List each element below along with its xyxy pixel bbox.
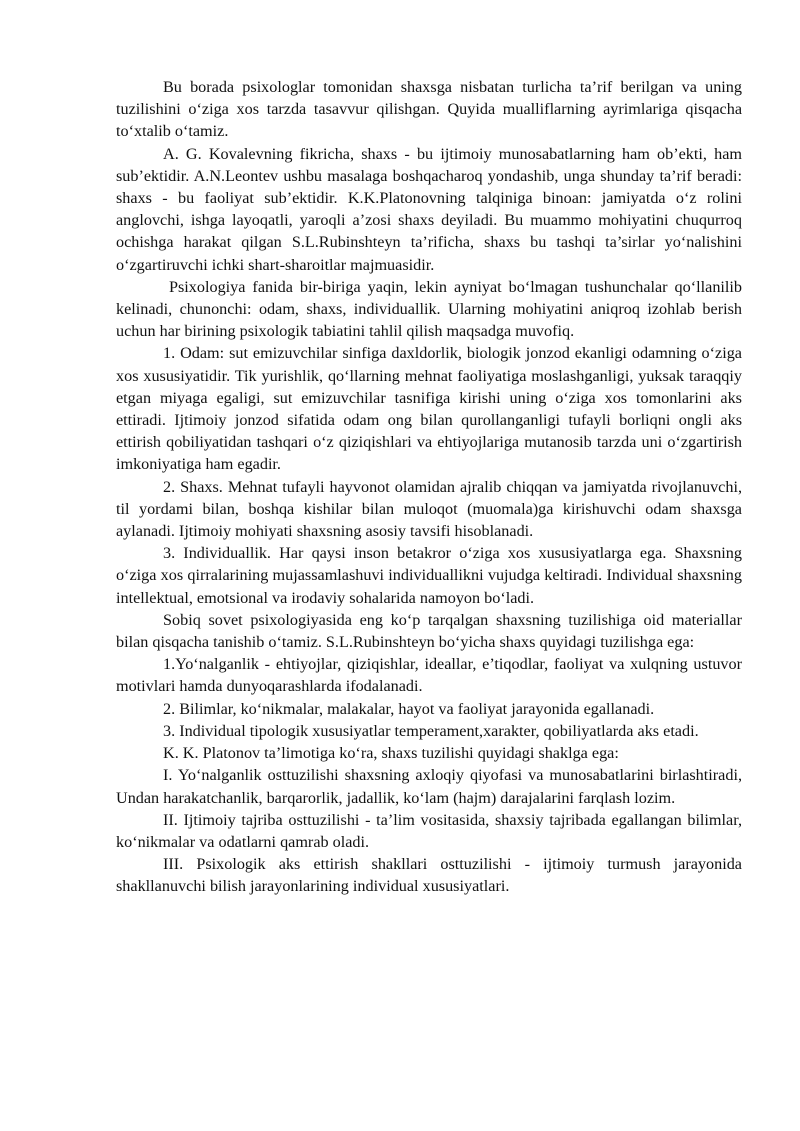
paragraph-odam: 1. Odam: sut emizuvchilar sinfiga daxldorlik, biologik jonzod ekanligi odamning o‘ziga xos xususiyatidir. Tik yurishlik, qo‘llarning mehnat faoliyatiga moslashganligi, yuksak taraqqiy etgan miyaga egaligi, sut emizuvchilar tasnifiga kirishi uning o‘ziga xos tomonlarini aks ettiradi. Ijtimoiy jonzod sifatida odam ong bilan qurollanganligi tufayli borliqni ongli aks ettirish qobiliyatidan tashqari o‘z qiziqishlari va ehtiyojlariga mutanosib tarzda uni o‘zgartirish imkoniyatiga ham egadir. [116, 344, 742, 474]
list-item-platonov-1: I. Yo‘nalganlik osttuzilishi shaxsning axloqiy qiyofasi va munosabatlarini birlashtiradi, Undan harakatchanlik, barqarorlik, jadallik, ko‘lam (hajm) darajalarini farqlash lozim. [116, 766, 742, 807]
paragraph-concepts: Psixologiya fanida bir-biriga yaqin, lekin ayniyat bo‘lmagan tushunchalar qo‘llanilib kelinadi, chunonchi: odam, shaxs, individuallik. Ularning mohiyatini aniqroq izohlab berish uchun har birining psixologik tabiatini tahlil qilish maqsadga muvofiq. [116, 277, 742, 341]
list-item-rubinshteyn-1: 1.Yo‘nalganlik - ehtiyojlar, qiziqishlar, ideallar, e’tiqodlar, faoliyat va xulqning ustuvor motivlari hamda dunyoqarashlarda ifodalanadi. [116, 655, 742, 696]
document-page [116, 76, 742, 898]
paragraph-individuallik: 3. Individuallik. Har qaysi inson betakror o‘ziga xos xususiyatlarga ega. Shaxsning o‘ziga xos qirralarining mujassamlashuvi individuallikni vujudga keltiradi. Individual shaxsning intellektual, emotsional va irodaviy sohalarida namoyon bo‘ladi. [116, 544, 742, 607]
paragraph-structure-intro: Sobiq sovet psixologiyasida eng ko‘p tarqalgan shaxsning tuzilishiga oid materiallar bilan qisqacha tanishib o‘tamiz. S.L.Rubinshteyn bo‘yicha shaxs quyidagi tuzilishga ega: [116, 610, 742, 652]
list-item-platonov-2: II. Ijtimoiy tajriba osttuzilishi - ta’lim vositasida, shaxsiy tajribada egallangan bilimlar, ko‘nikmalar va odatlarni qamrab oladi. [116, 810, 742, 851]
paragraph-intro: Bu borada psixologlar tomonidan shaxsga nisbatan turlicha ta’rif berilgan va uning tuzilishini o‘ziga xos tarzda tasavvur qilishgan. Quyida mualliflarning ayrimlariga qisqacha to‘xtalib o‘tamiz. [116, 78, 742, 141]
list-item-rubinshteyn-2: 2. Bilimlar, ko‘nikmalar, malakalar, hayot va faoliyat jarayonida egallanadi. [163, 699, 655, 718]
paragraph-shaxs: 2. Shaxs. Mehnat tufayli hayvonot olamidan ajralib chiqqan va jamiyatda rivojlanuvchi, til yordami bilan, boshqa kishilar bilan muloqot (muomala)ga kirishuvchi odam shaxsga aylanadi. Ijtimoiy mohiyati shaxsning asosiy tavsifi hisoblanadi. [116, 477, 742, 541]
list-item-rubinshteyn-3: 3. Individual tipologik xususiyatlar temperament,xarakter, qobiliyatlarda aks etadi. [163, 721, 699, 740]
list-item-platonov-3: III. Psixologik aks ettirish shakllari osttuzilishi - ijtimoiy turmush jarayonida shakllanuvchi bilish jarayonlarining individual xususiyatlari. [116, 855, 742, 896]
paragraph-platonov-intro: K. K. Platonov ta’limotiga ko‘ra, shaxs tuzilishi quyidagi shaklga ega: [163, 744, 619, 763]
paragraph-definitions: A. G. Kovalevning fikricha, shaxs - bu ijtimoiy munosabatlarning ham ob’ekti, ham sub’ektidir. A.N.Leontev ushbu masalaga boshqacharoq yondashib, unga shunday ta’rif beradi: shaxs - bu faoliyat sub’ektidir. K.K.Platonovning talqiniga binoan: jamiyatda o‘z rolini anglovchi, ishga layoqatli, yaroqli a’zosi shaxs deyiladi. Bu muammo mohiyatini chuqurroq ochishga harakat qilgan S.L.Rubinshteyn ta’rificha, shaxs bu tashqi ta’sirlar yo‘nalishini o‘zgartiruvchi ichki shart-sharoitlar majmuasidir. [116, 144, 742, 274]
